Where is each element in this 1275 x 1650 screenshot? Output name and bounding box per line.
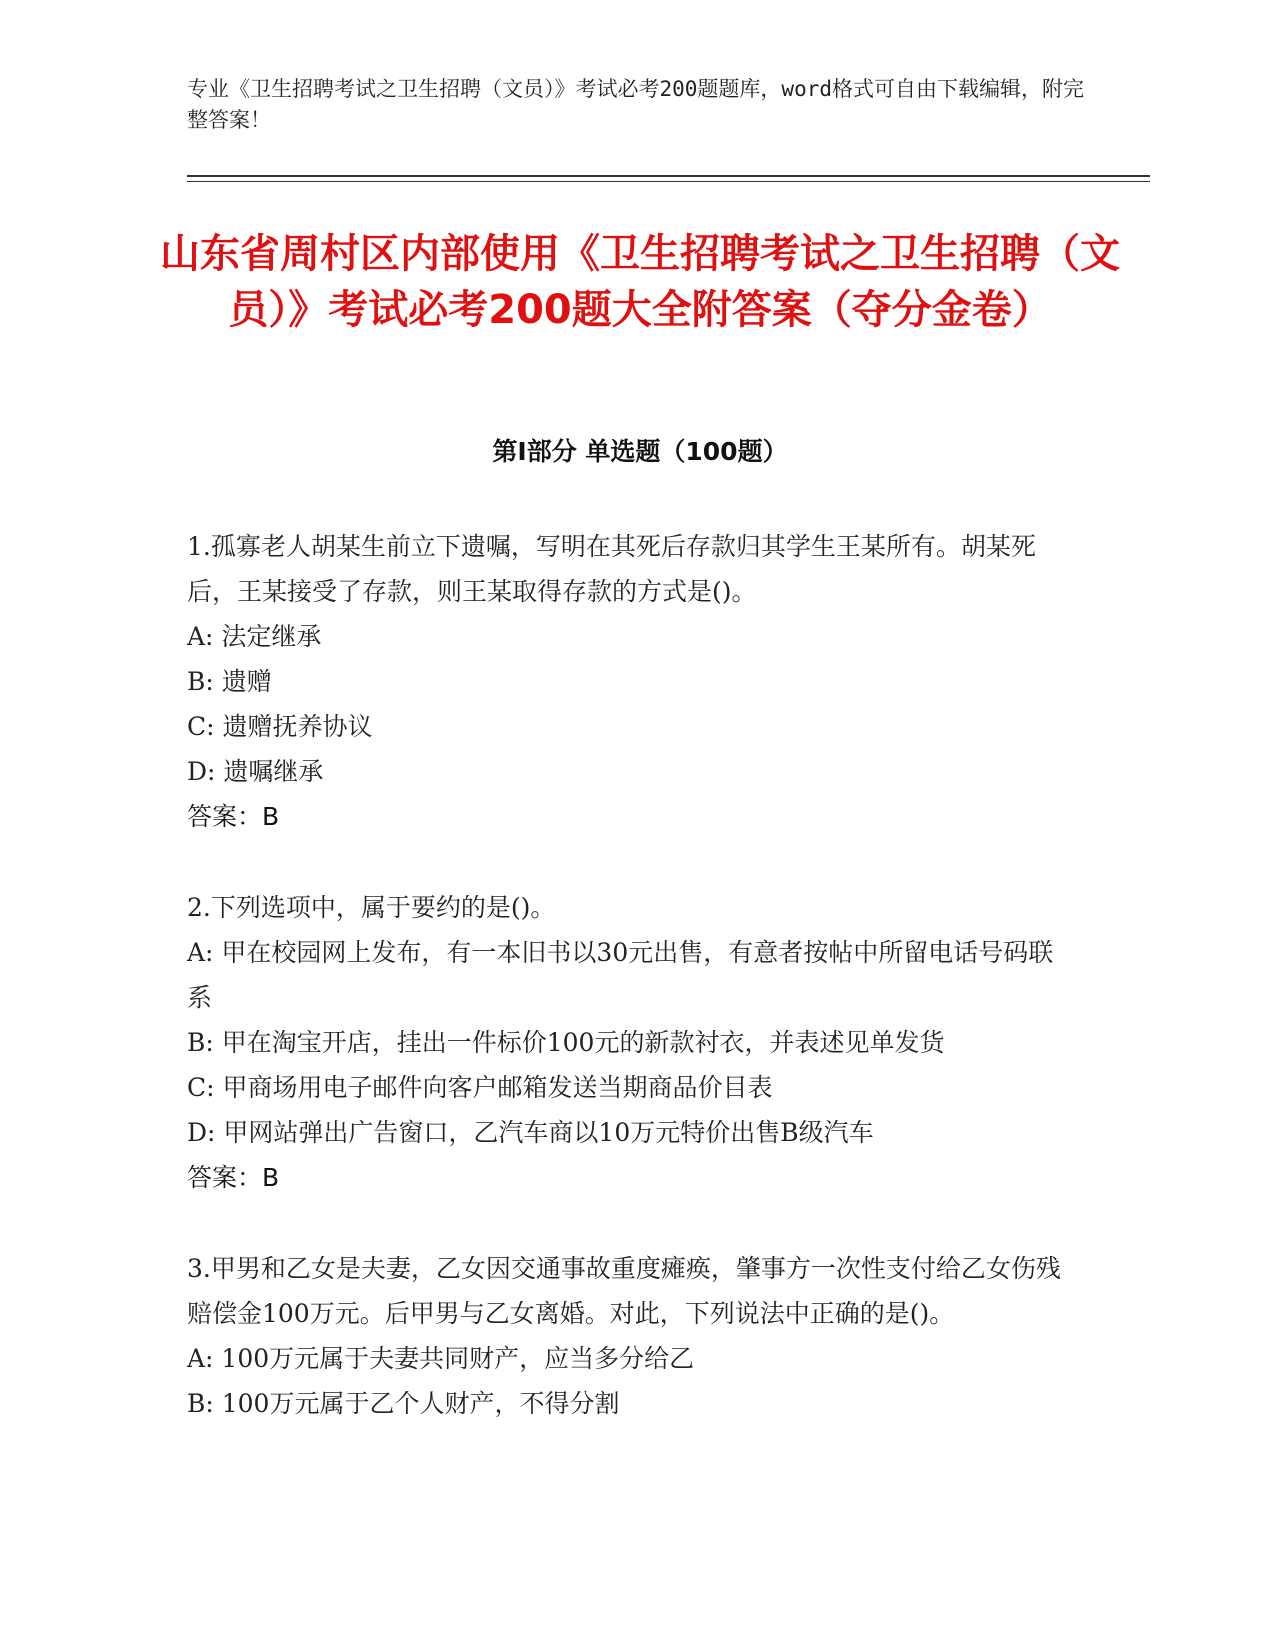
question-2 [187,885,1067,1200]
option-b: B: 甲在淘宝开店，挂出一件标价100元的新款衬衣，并表述见单发货 [187,1028,945,1057]
option-b: B: 遗赠 [187,667,272,696]
answer-line: 答案：B [187,802,280,831]
option-b: B: 100万元属于乙个人财产，不得分割 [187,1389,620,1418]
question-stem: 3.甲男和乙女是夫妻，乙女因交通事故重度瘫痪，肇事方一次性支付给乙女伤残赔偿金100万元。后甲男与乙女离婚。对此，下列说法中正确的是()。 [187,1254,1061,1328]
question-stem: 2.下列选项中，属于要约的是()。 [187,893,556,922]
option-a: A: 甲在校园网上发布，有一本旧书以30元出售，有意者按帖中所留电话号码联系 [187,938,1054,1012]
answer-line: 答案：B [187,1163,280,1192]
document-title: 山东省周村区内部使用《卫生招聘考试之卫生招聘（文员）》考试必考200题大全附答案（夺分金卷） [160,231,1120,333]
header-note: 专业《卫生招聘考试之卫生招聘（文员）》考试必考200题题库，word格式可自由下载编辑，附完整答案！ [187,77,1084,132]
question-1 [187,524,1067,839]
option-a: A: 100万元属于夫妻共同财产，应当多分给乙 [187,1344,695,1373]
option-a: A: 法定继承 [187,622,322,651]
header-rule-thin [187,181,1150,182]
question-stem: 1.孤寡老人胡某生前立下遗嘱，写明在其死后存款归其学生王某所有。胡某死后，王某接受了存款，则王某取得存款的方式是()。 [187,532,1036,606]
option-d: D: 遗嘱继承 [187,757,324,786]
option-d: D: 甲网站弹出广告窗口，乙汽车商以10万元特价出售B级汽车 [187,1118,874,1147]
header-rule-thick [187,175,1150,177]
question-3 [187,1246,1067,1426]
option-c: C: 甲商场用电子邮件向客户邮箱发送当期商品价目表 [187,1073,773,1102]
option-c: C: 遗赠抚养协议 [187,712,373,741]
section-title: 第I部分 单选题（100题） [492,437,788,466]
